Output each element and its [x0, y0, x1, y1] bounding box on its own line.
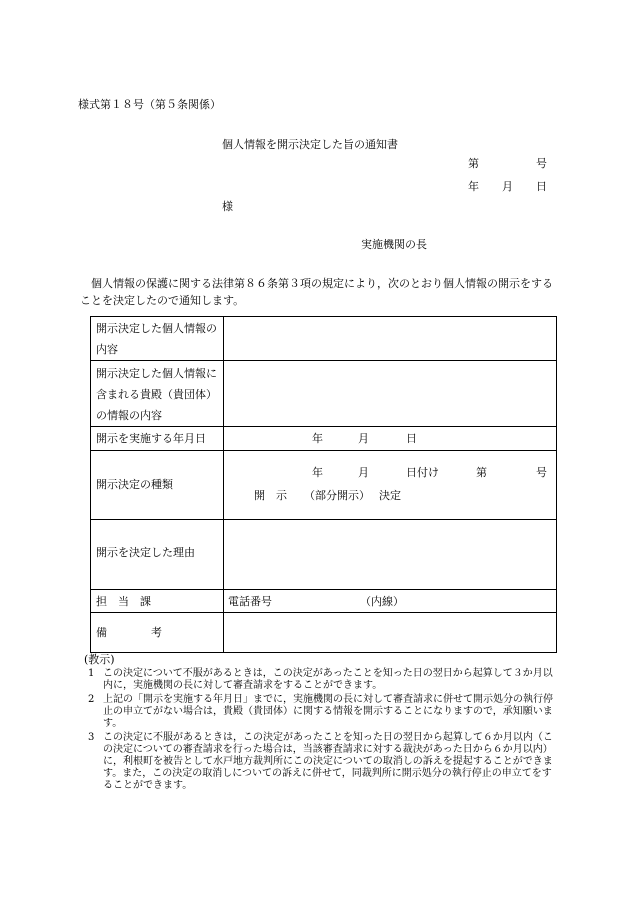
extension-label: （内線）	[360, 595, 404, 608]
decision-kaiji: 開 示	[254, 489, 287, 502]
decision-kettei: 決定	[379, 489, 401, 502]
list-item	[88, 732, 558, 792]
date-day-label: 日	[536, 180, 547, 193]
document-number-dai: 第	[468, 157, 479, 170]
note-text: この決定に不服があるときは，この決定があったことを知った日の翌日から起算して６か月以内（この決定についての審査請求を行った場合は，当該審査請求に対する裁決があった日から６か月以内）に，利根町を被告として水戸地方裁判所にこの決定についての取消しの訴えを提起することができます。また，この決定の取消しについての訴えに併せて，同裁判所に開示処分の執行停止の申立てをすることができます。	[103, 732, 553, 791]
note-text: この決定について不服があるときは，この決定があったことを知った日の翌日から起算して３か月以内に，実施機関の長に対して審査請求をすることができます。	[103, 668, 553, 691]
table-rule	[90, 589, 557, 590]
table-rule	[90, 316, 91, 653]
table-rule	[90, 360, 557, 361]
row-label-decision-type: 開示決定の種類	[96, 478, 173, 491]
row-label-remarks: 備 考	[96, 626, 162, 639]
disclosure-date-day: 日	[406, 432, 417, 445]
document-title: 個人情報を開示決定した旨の通知書	[222, 138, 398, 151]
decision-date-day: 日付け	[406, 466, 439, 479]
decision-number-dai: 第	[476, 466, 487, 479]
issuer: 実施機関の長	[361, 238, 427, 251]
note-text: 上記の「開示を実施する年月日」までに，実施機関の長に対して審査請求に併せて開示処分の執行停止の申立てがない場合は，貴殿（貴団体）に関する情報を開示することになりますので，承知願います。	[103, 694, 553, 729]
date-year-label: 年	[468, 180, 479, 193]
form-number: 様式第１８号（第５条関係）	[78, 98, 221, 111]
decision-date-month: 月	[358, 466, 369, 479]
date-month-label: 月	[502, 180, 513, 193]
addressee-suffix: 様	[222, 200, 233, 213]
intro-paragraph: 個人情報の保護に関する法律第８６条第３項の規定により，次のとおり個人情報の開示をすることを決定したので通知します。	[80, 277, 553, 307]
row-label-department: 担 当 課	[96, 595, 151, 608]
table-rule	[90, 612, 557, 613]
disclosure-date-month: 月	[358, 432, 369, 445]
phone-number-label: 電話番号	[228, 595, 272, 608]
list-item	[88, 668, 558, 692]
list-item	[88, 694, 558, 730]
table-rule	[90, 316, 557, 317]
instruction-heading: (教示)	[84, 653, 115, 666]
table-rule	[90, 519, 557, 520]
row-label-your-info: 開示決定した個人情報に含まれる貴殿（貴団体）の情報の内容	[96, 367, 217, 422]
decision-number-go: 号	[536, 466, 547, 479]
document-number-go: 号	[536, 157, 547, 170]
note-number: 2	[88, 694, 95, 705]
table-rule	[90, 426, 557, 427]
disclosure-table	[90, 316, 557, 653]
table-rule	[90, 450, 557, 451]
decision-date-year: 年	[312, 466, 323, 479]
note-number: 1	[88, 668, 95, 679]
disclosure-date-year: 年	[312, 432, 323, 445]
table-rule	[90, 652, 557, 653]
decision-partial: （部分開示）	[304, 489, 370, 502]
note-number: 3	[88, 732, 95, 743]
row-label-disclosure-date: 開示を実施する年月日	[96, 432, 206, 445]
row-label-disclosed-info: 開示決定した個人情報の内容	[96, 322, 217, 356]
instruction-list	[88, 668, 558, 794]
table-rule	[223, 316, 224, 653]
table-rule	[556, 316, 557, 653]
row-label-reason: 開示を決定した理由	[96, 546, 195, 559]
